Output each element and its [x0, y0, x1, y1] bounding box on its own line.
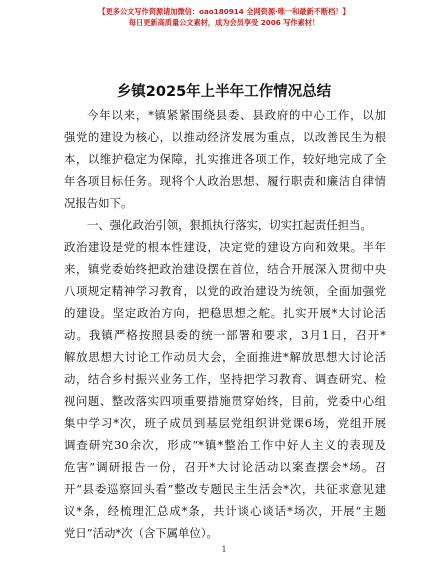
paragraph-line: 本，以维护稳定为保障，扎实推进各项工作，较好地完成了全 [64, 152, 386, 166]
banner-line-1: 【更多公文写作资源请加微信：oao180914 全网资源·唯一和最新不断档！】 [98, 7, 350, 16]
header-banner [0, 6, 448, 28]
paragraph-line: 危害”调研报告一份，召开*大讨论活动以案查摆会*场。召 [64, 460, 386, 474]
paragraph-line: 况报告如下。 [64, 196, 133, 210]
paragraph-line: 的建设。坚定政治方向，把稳思想之舵。扎实开展*大讨论活 [64, 306, 386, 320]
section-heading: 一、强化政治引领，狠抓执行落实，切实扛起责任担当。 [87, 218, 372, 232]
paragraph-line: 动，结合乡村振兴业务工作，坚持把学习教育、调查研究、检 [64, 372, 386, 386]
banner-line-2: 每日更新高质量公文素材，成为会员享受 2006 写作素材！ [128, 18, 320, 27]
paragraph-line: 集中学习*次，班子成员到基层党组织讲党课6场，党组开展 [64, 416, 386, 430]
paragraph-line: 今年以来，*镇紧紧围绕县委、县政府的中心工作，以加 [87, 108, 386, 122]
paragraph-line: 年各项目标任务。现将个人政治思想、履行职责和廉洁自律情 [64, 174, 386, 188]
paragraph-line: 来，镇党委始终把政治建设摆在首位，结合开展深入贯彻中央 [64, 262, 386, 276]
paragraph-line: 视问题、整改落实四项重要措施贯穿始终，目前，党委中心组 [64, 394, 386, 408]
paragraph-line: 动。我镇严格按照县委的统一部署和要求，3月1日，召开* [64, 328, 386, 342]
paragraph-line: 开“县委巡察回头看”整改专题民主生活会*次，共征求意见建 [64, 482, 386, 496]
paragraph-line: 党日”活动*次（含下属单位）。 [64, 526, 218, 540]
paragraph-line: 议*条，经梳理汇总成*条，共计谈心谈话*场次，开展“主题 [64, 504, 386, 518]
document-title: 乡镇2025年上半年工作情况总结 [116, 84, 332, 100]
paragraph-line: 强党的建设为核心，以推动经济发展为重点，以改善民生为根 [64, 130, 386, 144]
paragraph-line: 政治建设是党的根本性建设，决定党的建设方向和效果。半年 [64, 240, 386, 254]
paragraph-line: 调查研究30余次，形成“*镇*整治工作中好人主义的表现及 [64, 438, 386, 452]
paragraph-line: 解放思想大讨论工作动员大会，全面推进*解放思想大讨论活 [64, 350, 386, 364]
paragraph-line: 八项规定精神学习教育，以党的政治建设为统领，全面加强党 [64, 284, 386, 298]
page-number: 1 [221, 545, 227, 554]
document-body [64, 104, 386, 544]
